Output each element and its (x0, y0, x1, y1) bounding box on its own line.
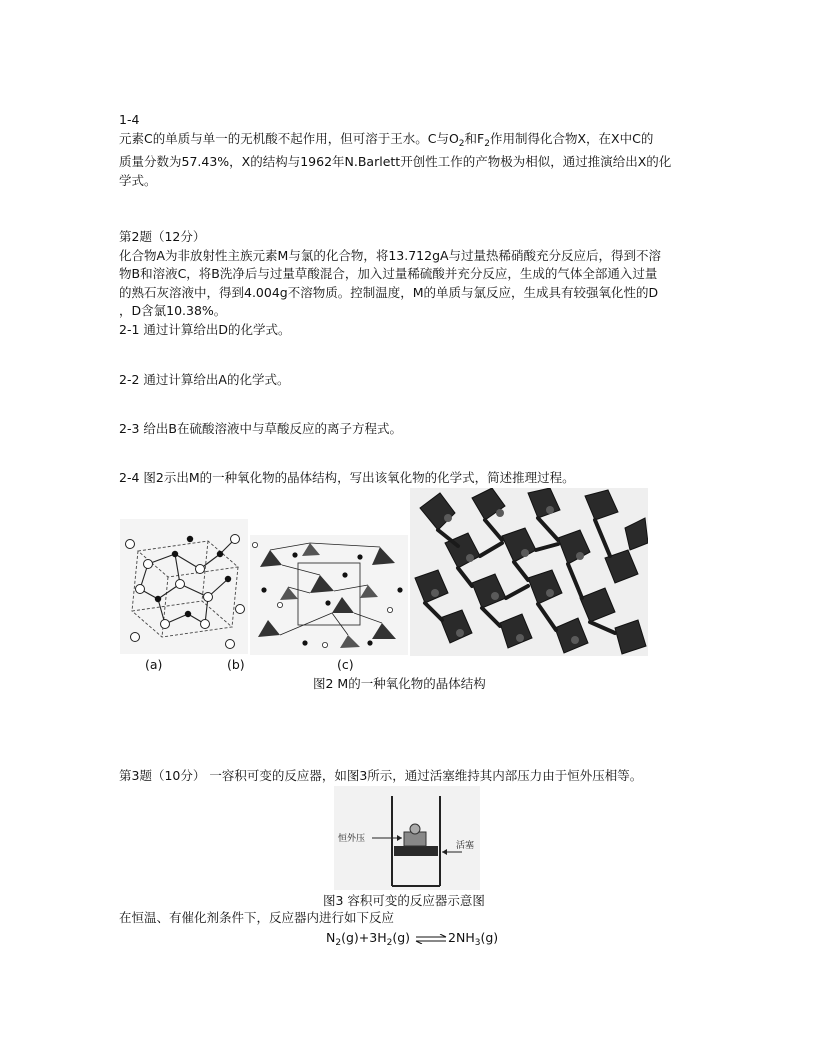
reactor-diagram (334, 786, 480, 890)
reaction-intro-line: 在恒温、有催化剂条件下，反应器内进行如下反应 (119, 910, 395, 925)
figure-label-c: (c) (337, 657, 354, 672)
question-text-line: 化合物A为非放射性主族元素M与氯的化合物，将13.712gA与过量热稀硝酸充分反应后，得到不溶 (119, 247, 662, 263)
subquestion-2-3: 2-3 给出B在硫酸溶液中与草酸反应的离子方程式。 (119, 421, 402, 436)
piston-label: 活塞 (456, 841, 475, 851)
question-text-line: 质量分数为57.43%，X的结构与1962年N.Barlett开创性工作的产物极为相似，通过推演给出X的化 (119, 154, 672, 169)
question-3-heading: 第3题（10分） 一容积可变的反应器，如图3所示，通过活塞维持其内部压力由于恒外压相等。 (119, 768, 643, 783)
external-pressure-label: 恒外压 (338, 834, 366, 844)
question-text-line: 的熟石灰溶液中，得到4.004g不溶物质。控制温度，M的单质与氯反应，生成具有较强氧化性的D (119, 284, 659, 300)
question-heading: 第2题（12分） (119, 229, 206, 244)
subquestion-2-2: 2-2 通过计算给出A的化学式。 (119, 372, 290, 387)
question-text-line: ，D含氯10.38%。 (119, 303, 227, 318)
equilibrium-arrow-icon (414, 934, 448, 944)
question-text-line: 元素C的单质与单一的无机酸不起作用，但可溶于王水。C与$O_2$和$F_2$作用制得化合物X，在X中C的 (119, 130, 654, 149)
figure-2-caption: 图2 M的一种氧化物的晶体结构 (313, 676, 486, 691)
question-number: 1-4 (119, 112, 140, 127)
question-2 (119, 228, 699, 339)
crystal-structure-figure-c (410, 488, 648, 656)
figure-3-caption: 图3 容积可变的反应器示意图 (323, 893, 485, 908)
crystal-structure-figure-b (250, 535, 408, 655)
subquestion-2-4: 2-4 图2示出M的一种氧化物的晶体结构，写出该氧化物的化学式，简述推理过程。 (119, 470, 575, 485)
figure-label-a: (a) (145, 657, 163, 672)
question-text-line: 学式。 (119, 172, 157, 188)
subquestion-2-1: 2-1 通过计算给出D的化学式。 (119, 321, 291, 337)
question-text-line: 物B和溶液C，将B洗净后与过量草酸混合，加入过量稀硫酸并充分反应，生成的气体全部通入过量 (119, 266, 658, 281)
question-1-4 (119, 111, 699, 190)
crystal-structure-figure-a (120, 519, 248, 654)
chemical-equation: $N_2(g)+3H_2(g)$ $2NH_3(g)$ (326, 930, 499, 948)
figure-label-b: (b) (227, 657, 245, 672)
